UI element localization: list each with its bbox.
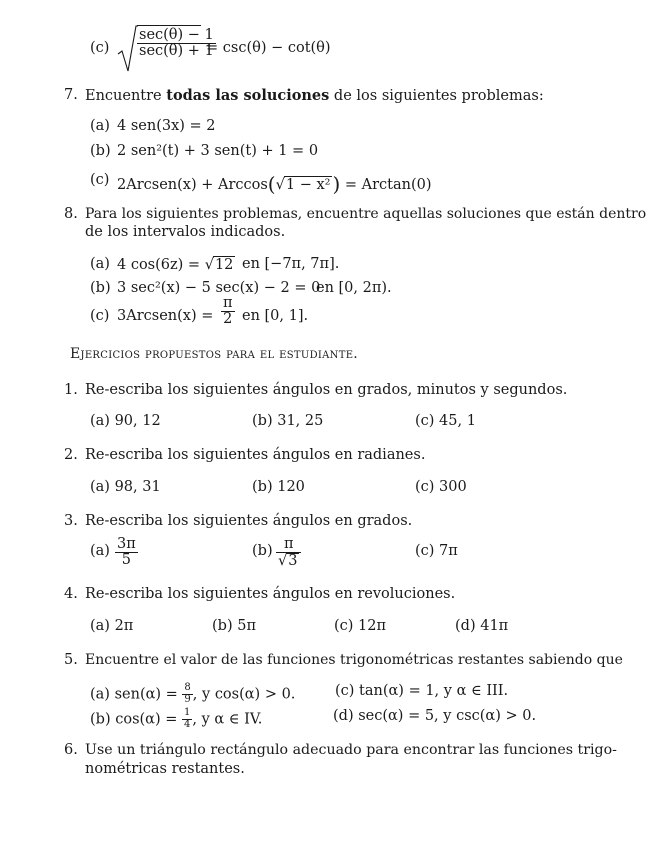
item-e5d [333,708,536,724]
item-label: (b) [252,479,273,495]
frac-num: 3π [117,536,136,552]
text-post: , y cos(α) > 0. [192,686,296,703]
item-value: 2π [114,618,134,634]
frac-num: 1 [183,707,191,718]
item-label: (b) [212,618,233,634]
item-8b-interval: en [0, 2π). [316,280,392,296]
exercise-4-text: Re-escriba los siguientes ángulos en revoluciones. [85,586,456,602]
item-e5b [90,708,262,730]
list-item [415,479,467,495]
section-heading: Ejercicios propuestos para el estudiante. [70,346,359,362]
item-label: (a) [90,413,110,429]
item-label: (d) [333,708,354,724]
frac-den: 5 [121,552,131,569]
problem-8-line2: de los intervalos indicados. [85,224,286,240]
text-bold: todas las soluciones [166,87,330,104]
paren-close: ) [332,172,341,196]
item-text: sec(α) = 5, y csc(α) > 0. [358,708,537,724]
item-e3a-label: (a) [90,543,110,559]
item-7a-label: (a) [90,118,110,134]
sqrt-glyph: √ [204,257,214,273]
item-value: 41π [480,618,509,634]
item-text: tan(α) = 1, y α ∈ III. [359,683,509,699]
item-8b-text: 3 sec²(x) − 5 sec(x) − 2 = 0 [117,280,321,296]
problem-8-line1: Para los siguientes problemas, encuentre aquellas soluciones que están dentro [85,206,647,222]
item-label: (a) [90,618,110,634]
problem-7-statement [85,87,544,104]
frac-den [276,553,301,569]
list-item [90,479,161,495]
list-item [212,618,256,634]
frac-den: 9 [184,693,191,705]
list-item [415,543,458,559]
exercise-6-line2: nométricas restantes. [85,761,245,777]
item-8a-interval: en [−7π, 7π]. [242,256,340,272]
item-value: 98, 31 [114,479,161,495]
item-value: 120 [277,479,305,495]
item-6c-fraction [137,28,216,59]
text-pre: 4 cos(6z) = [117,257,205,273]
frac-den: sec(θ) + 1 [139,43,214,60]
item-value: 90, 12 [114,413,161,429]
item-7c-text [117,172,432,196]
item-label: (b) [90,711,111,728]
frac-num: sec(θ) − 1 [139,27,214,43]
text-pre: Encuentre [85,88,167,104]
text-post: , y α ∈ IV. [192,711,263,728]
radicand: 12 [214,257,234,273]
item-value: 45, 1 [439,413,476,429]
item-8b-label: (b) [90,280,111,296]
list-item [334,618,386,634]
item-label: (c) [335,683,355,699]
item-label: (c) [334,618,354,634]
frac-num: 8 [184,682,191,693]
item-7b-label: (b) [90,143,111,159]
item-7a-text: 4 sen(3x) = 2 [117,118,216,134]
item-7b-text: 2 sen²(t) + 3 sen(t) + 1 = 0 [117,143,319,159]
exercise-1-number: 1. [64,382,78,398]
item-value: 5π [237,618,256,634]
sqrt-sign [116,24,138,76]
frac-num: π [223,295,233,311]
item-e3a-fraction [115,537,138,568]
problem-7-number: 7. [64,87,78,103]
item-e3b-label: (b) [252,543,273,559]
item-6c-label: (c) [90,40,110,56]
item-value: 31, 25 [277,413,324,429]
text-pre: sen(α) = [114,686,183,703]
sqrt-glyph: √ [278,553,288,570]
item-label: (a) [90,686,110,703]
exercise-2-number: 2. [64,447,78,463]
exercise-3-number: 3. [64,513,78,529]
item-value: 300 [439,479,467,495]
item-label: (b) [252,413,273,429]
item-label: (c) [415,479,435,495]
item-8c-fraction [221,296,235,327]
frac-num: π [276,537,301,553]
item-label: (d) [455,618,476,634]
frac-den: 2 [223,311,233,328]
item-8c-text [117,308,213,324]
problem-8-number: 8. [64,206,78,222]
exercise-6-number: 6. [64,742,78,758]
item-8c-interval: en [0, 1]. [242,308,309,324]
exercise-1-text: Re-escriba los siguientes ángulos en grados, minutos y segundos. [85,382,568,398]
item-label: (c) [415,543,435,559]
radicand: 3 [288,553,298,570]
item-8c-label: (c) [90,308,110,324]
text-pre: 3Arcsen(x) = [117,308,214,324]
exercise-5-text: Encuentre el valor de las funciones trigonométricas restantes sabiendo que [85,652,623,668]
text-post: = Arctan(0) [344,177,432,193]
exercise-6-line1: Use un triángulo rectángulo adecuado para encontrar las funciones trigo- [85,742,617,758]
sqrt-glyph: √ [275,177,285,193]
item-8a-label: (a) [90,256,110,272]
item-label: (c) [415,413,435,429]
exercise-2-text: Re-escriba los siguientes ángulos en radianes. [85,447,426,463]
radicand: 1 − x² [285,177,331,193]
list-item [252,479,305,495]
item-8a-text [117,256,235,273]
item-e3b-fraction [276,537,301,569]
item-value: 7π [439,543,458,559]
item-label: (a) [90,479,110,495]
exercise-5-number: 5. [64,652,78,668]
frac-den: 4 [183,718,191,730]
text-post: de los siguientes problemas: [329,88,544,104]
text-pre: 2Arcsen(x) + Arccos [117,177,268,193]
exercise-4-number: 4. [64,586,78,602]
paren-open: ( [267,172,276,196]
item-6c-rhs: = csc(θ) − cot(θ) [206,40,331,56]
sqrt-bar [137,25,201,26]
list-item [90,618,133,634]
list-item [415,413,476,429]
list-item [455,618,508,634]
item-e5a [90,683,295,705]
exercise-3-text: Re-escriba los siguientes ángulos en grados. [85,513,413,529]
item-7c-label: (c) [90,172,110,188]
list-item [252,413,323,429]
item-e5c [335,683,508,699]
item-value: 12π [358,618,387,634]
text-pre: cos(α) = [115,711,182,728]
list-item [90,413,161,429]
